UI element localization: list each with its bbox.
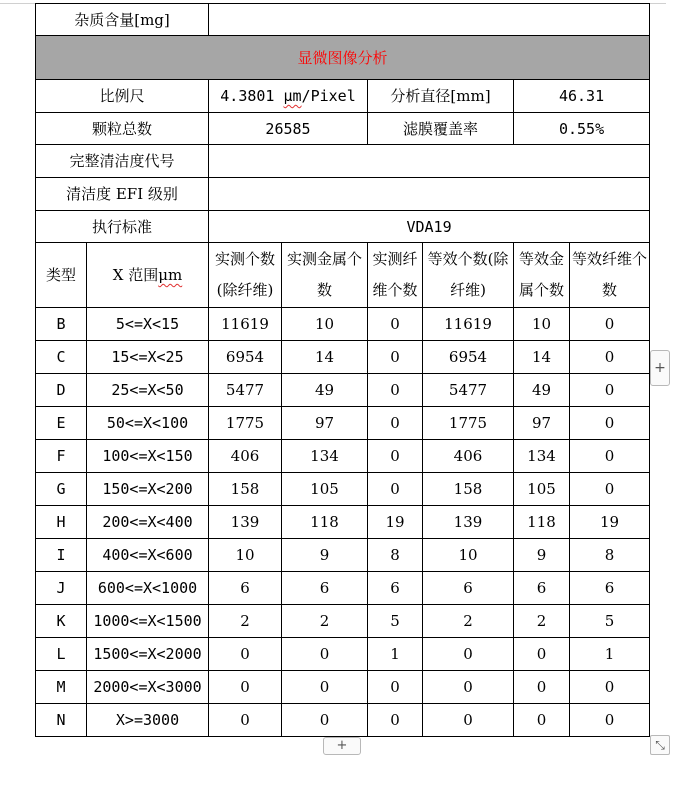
row-type[interactable]: K [36, 605, 87, 638]
row-equiv[interactable]: 2 [423, 605, 514, 638]
row-range[interactable]: 50<=X<100 [87, 407, 209, 440]
row-type[interactable]: L [36, 638, 87, 671]
row-equiv[interactable]: 0 [423, 671, 514, 704]
row-equiv-fiber[interactable]: 0 [570, 407, 650, 440]
row-type[interactable]: J [36, 572, 87, 605]
data-rows [36, 308, 650, 737]
table-row [36, 704, 650, 737]
add-column-button[interactable]: + [323, 737, 361, 755]
row-measured[interactable]: 0 [209, 638, 282, 671]
row-measured[interactable]: 10 [209, 539, 282, 572]
table-row [36, 671, 650, 704]
row-measured-fiber[interactable]: 8 [368, 539, 423, 572]
table-row [36, 638, 650, 671]
header-measured-fiber: 实测纤维个数 [368, 243, 423, 308]
particles-value[interactable]: 26585 [209, 113, 368, 145]
row-measured-metal[interactable]: 9 [282, 539, 368, 572]
row-measured-fiber[interactable]: 6 [368, 572, 423, 605]
row-equiv[interactable]: 6954 [423, 341, 514, 374]
row-equiv[interactable]: 10 [423, 539, 514, 572]
particles-label: 颗粒总数 [36, 113, 209, 145]
row-measured-metal[interactable]: 0 [282, 638, 368, 671]
row-measured-metal[interactable]: 2 [282, 605, 368, 638]
scale-suffix: /Pixel [301, 87, 356, 105]
column-header-row [36, 243, 650, 308]
impurity-label: 杂质含量[mg] [36, 4, 209, 36]
scale-unit: μm [283, 87, 302, 105]
impurity-row [36, 4, 650, 36]
row-equiv-metal[interactable]: 6 [514, 572, 570, 605]
row-equiv-metal[interactable]: 49 [514, 374, 570, 407]
row-range[interactable]: 15<=X<25 [87, 341, 209, 374]
table-row [36, 572, 650, 605]
row-equiv-metal[interactable]: 10 [514, 308, 570, 341]
coverage-value[interactable]: 0.55% [514, 113, 650, 145]
diameter-label: 分析直径[mm] [368, 80, 514, 113]
table-row [36, 374, 650, 407]
table-row [36, 473, 650, 506]
row-equiv-metal[interactable]: 0 [514, 638, 570, 671]
row-type[interactable]: H [36, 506, 87, 539]
scale-number: 4.3801 [220, 87, 284, 105]
row-equiv[interactable]: 158 [423, 473, 514, 506]
row-equiv-metal[interactable]: 0 [514, 704, 570, 737]
row-equiv-fiber[interactable]: 0 [570, 704, 650, 737]
section-title-row [36, 36, 650, 80]
table-row [36, 308, 650, 341]
section-title: 显微图像分析 [36, 36, 650, 80]
row-measured-fiber[interactable]: 0 [368, 308, 423, 341]
header-measured: 实测个数(除纤维) [209, 243, 282, 308]
header-range-unit: μm [158, 266, 183, 284]
row-measured[interactable]: 2 [209, 605, 282, 638]
row-measured-fiber[interactable]: 0 [368, 704, 423, 737]
row-equiv-fiber[interactable]: 8 [570, 539, 650, 572]
row-range[interactable]: 2000<=X<3000 [87, 671, 209, 704]
table-row [36, 341, 650, 374]
row-range[interactable]: 5<=X<15 [87, 308, 209, 341]
row-range[interactable]: 1000<=X<1500 [87, 605, 209, 638]
row-measured-fiber[interactable]: 5 [368, 605, 423, 638]
scale-label: 比例尺 [36, 80, 209, 113]
row-measured[interactable]: 139 [209, 506, 282, 539]
row-range[interactable]: 200<=X<400 [87, 506, 209, 539]
row-equiv-metal[interactable]: 97 [514, 407, 570, 440]
row-equiv-metal[interactable]: 0 [514, 671, 570, 704]
coverage-label: 滤膜覆盖率 [368, 113, 514, 145]
row-range[interactable]: 600<=X<1000 [87, 572, 209, 605]
row-measured[interactable]: 0 [209, 671, 282, 704]
table-row [36, 506, 650, 539]
row-equiv[interactable]: 11619 [423, 308, 514, 341]
row-equiv-metal[interactable]: 105 [514, 473, 570, 506]
row-measured-metal[interactable]: 6 [282, 572, 368, 605]
row-equiv[interactable]: 139 [423, 506, 514, 539]
row-measured-metal[interactable]: 105 [282, 473, 368, 506]
diameter-value[interactable]: 46.31 [514, 80, 650, 113]
row-equiv[interactable]: 0 [423, 704, 514, 737]
scale-value[interactable] [209, 80, 368, 113]
efi-level-label: 清洁度 EFI 级别 [36, 178, 209, 211]
row-equiv[interactable]: 406 [423, 440, 514, 473]
row-range[interactable]: 400<=X<600 [87, 539, 209, 572]
row-type[interactable]: M [36, 671, 87, 704]
header-equiv: 等效个数(除纤维) [423, 243, 514, 308]
row-type[interactable]: I [36, 539, 87, 572]
row-equiv-fiber[interactable]: 0 [570, 440, 650, 473]
row-measured-fiber[interactable]: 19 [368, 506, 423, 539]
row-equiv-fiber[interactable]: 0 [570, 308, 650, 341]
row-measured-metal[interactable]: 0 [282, 671, 368, 704]
row-equiv[interactable]: 6 [423, 572, 514, 605]
table-row [36, 407, 650, 440]
header-type: 类型 [36, 243, 87, 308]
row-measured-metal[interactable]: 134 [282, 440, 368, 473]
row-measured-fiber[interactable]: 0 [368, 341, 423, 374]
header-range [87, 243, 209, 308]
row-type[interactable]: E [36, 407, 87, 440]
standard-value[interactable]: VDA19 [209, 211, 650, 243]
header-equiv-fiber: 等效纤维个数 [570, 243, 650, 308]
row-measured-metal[interactable]: 14 [282, 341, 368, 374]
row-equiv-metal[interactable]: 14 [514, 341, 570, 374]
row-measured[interactable]: 158 [209, 473, 282, 506]
row-measured[interactable]: 11619 [209, 308, 282, 341]
row-measured-fiber[interactable]: 0 [368, 671, 423, 704]
row-type[interactable]: G [36, 473, 87, 506]
row-measured-fiber[interactable]: 0 [368, 473, 423, 506]
row-range[interactable]: 100<=X<150 [87, 440, 209, 473]
row-type[interactable]: F [36, 440, 87, 473]
row-equiv-fiber[interactable]: 1 [570, 638, 650, 671]
row-equiv-fiber[interactable]: 0 [570, 671, 650, 704]
row-measured[interactable]: 5477 [209, 374, 282, 407]
row-range[interactable]: 150<=X<200 [87, 473, 209, 506]
row-range[interactable]: X>=3000 [87, 704, 209, 737]
row-equiv-metal[interactable]: 9 [514, 539, 570, 572]
analysis-table [35, 3, 650, 737]
row-equiv-metal[interactable]: 2 [514, 605, 570, 638]
standard-label: 执行标准 [36, 211, 209, 243]
row-equiv-metal[interactable]: 134 [514, 440, 570, 473]
row-type[interactable]: N [36, 704, 87, 737]
header-range-text: X 范围 [112, 266, 159, 284]
row-equiv-metal[interactable]: 118 [514, 506, 570, 539]
row-type[interactable]: D [36, 374, 87, 407]
row-measured[interactable]: 6 [209, 572, 282, 605]
table-row [36, 440, 650, 473]
row-range[interactable]: 25<=X<50 [87, 374, 209, 407]
table-row [36, 539, 650, 572]
cleanliness-code-label: 完整清洁度代号 [36, 145, 209, 178]
efi-level-row [36, 178, 650, 211]
row-equiv-fiber[interactable]: 5 [570, 605, 650, 638]
efi-level-value[interactable] [209, 178, 650, 211]
cleanliness-code-value[interactable] [209, 145, 650, 178]
row-measured[interactable]: 6954 [209, 341, 282, 374]
row-measured[interactable]: 406 [209, 440, 282, 473]
row-measured[interactable]: 1775 [209, 407, 282, 440]
standard-row [36, 211, 650, 243]
row-equiv-fiber[interactable]: 6 [570, 572, 650, 605]
row-measured-fiber[interactable]: 0 [368, 440, 423, 473]
row-measured-fiber[interactable]: 0 [368, 374, 423, 407]
row-equiv-fiber[interactable]: 0 [570, 341, 650, 374]
row-equiv-fiber[interactable]: 0 [570, 473, 650, 506]
row-equiv-fiber[interactable]: 0 [570, 374, 650, 407]
row-measured-metal[interactable]: 97 [282, 407, 368, 440]
row-measured-metal[interactable]: 0 [282, 704, 368, 737]
row-equiv[interactable]: 5477 [423, 374, 514, 407]
table-resize-handle[interactable]: ⤡ [650, 735, 670, 755]
row-measured-metal[interactable]: 118 [282, 506, 368, 539]
row-measured-metal[interactable]: 10 [282, 308, 368, 341]
row-measured-fiber[interactable]: 0 [368, 407, 423, 440]
cleanliness-code-row [36, 145, 650, 178]
row-equiv[interactable]: 0 [423, 638, 514, 671]
impurity-value-cell[interactable] [209, 4, 650, 36]
table-row [36, 605, 650, 638]
row-measured-metal[interactable]: 49 [282, 374, 368, 407]
particles-row [36, 113, 650, 145]
row-type[interactable]: C [36, 341, 87, 374]
row-equiv-fiber[interactable]: 19 [570, 506, 650, 539]
scale-row [36, 80, 650, 113]
row-measured-fiber[interactable]: 1 [368, 638, 423, 671]
row-equiv[interactable]: 1775 [423, 407, 514, 440]
header-equiv-metal: 等效金属个数 [514, 243, 570, 308]
header-measured-metal: 实测金属个数 [282, 243, 368, 308]
row-type[interactable]: B [36, 308, 87, 341]
row-measured[interactable]: 0 [209, 704, 282, 737]
add-row-button[interactable]: + [650, 350, 670, 386]
row-range[interactable]: 1500<=X<2000 [87, 638, 209, 671]
